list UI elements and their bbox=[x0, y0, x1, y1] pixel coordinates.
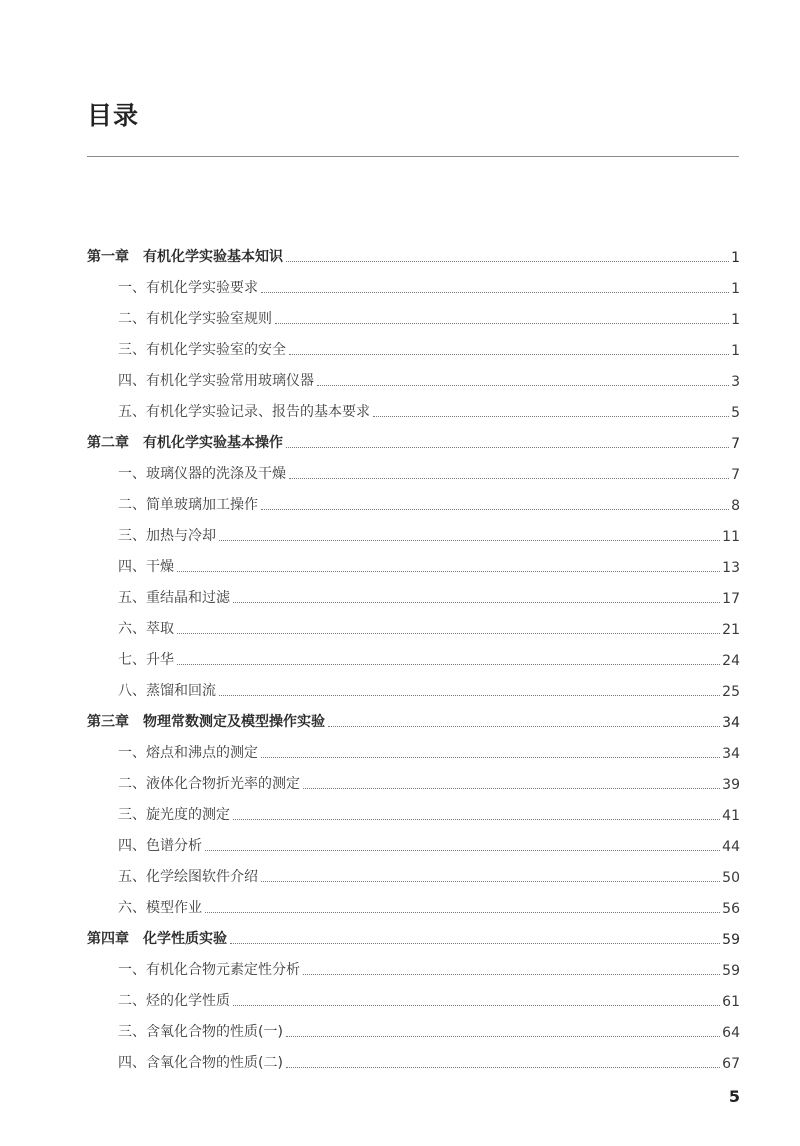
dot-leader bbox=[261, 757, 720, 758]
toc-entry-label: 二、简单玻璃加工操作 bbox=[118, 497, 258, 513]
dot-leader bbox=[275, 323, 729, 324]
toc-page-number: 50 bbox=[722, 870, 740, 886]
toc-entry-label: 有机化学实验基本知识 bbox=[143, 249, 283, 265]
chapter-number: 第四章 bbox=[87, 931, 129, 947]
toc-page-number: 1 bbox=[731, 281, 740, 297]
toc-entry-label: 四、含氧化合物的性质(二) bbox=[118, 1055, 283, 1071]
toc-page-number: 17 bbox=[722, 591, 740, 607]
dot-leader bbox=[373, 416, 729, 417]
page-number: 5 bbox=[728, 1087, 740, 1106]
toc-entry-label: 二、液体化合物折光率的测定 bbox=[118, 776, 300, 792]
toc-entry-label: 四、有机化学实验常用玻璃仪器 bbox=[118, 373, 314, 389]
toc-entry-label: 八、蒸馏和回流 bbox=[118, 683, 216, 699]
toc-page-number: 11 bbox=[722, 529, 740, 545]
toc-section-entry[interactable] bbox=[87, 948, 740, 979]
toc-page-number: 39 bbox=[722, 777, 740, 793]
dot-leader bbox=[219, 695, 720, 696]
toc-entry-label: 四、色谱分析 bbox=[118, 838, 202, 854]
dot-leader bbox=[177, 664, 720, 665]
page-title: 目录 bbox=[87, 101, 140, 130]
toc-entry-label: 二、烃的化学性质 bbox=[118, 993, 230, 1009]
toc-section-entry[interactable] bbox=[87, 452, 740, 483]
dot-leader bbox=[289, 478, 729, 479]
toc-entry-label: 三、加热与冷却 bbox=[118, 528, 216, 544]
toc-entry-label: 物理常数测定及模型操作实验 bbox=[143, 714, 325, 730]
toc-section-entry[interactable] bbox=[87, 669, 740, 700]
dot-leader bbox=[233, 1005, 720, 1006]
toc-entry-label: 五、有机化学实验记录、报告的基本要求 bbox=[118, 404, 370, 420]
dot-leader bbox=[286, 1036, 720, 1037]
toc-page-number: 8 bbox=[731, 498, 740, 514]
toc-entry-label: 三、有机化学实验室的安全 bbox=[118, 342, 286, 358]
toc-section-entry[interactable] bbox=[87, 979, 740, 1010]
toc-page-number: 41 bbox=[722, 808, 740, 824]
dot-leader bbox=[233, 602, 720, 603]
toc-section-entry[interactable] bbox=[87, 545, 740, 576]
toc-page-number: 34 bbox=[722, 746, 740, 762]
toc-chapter-entry[interactable] bbox=[87, 700, 740, 731]
toc-entry-label: 有机化学实验基本操作 bbox=[143, 435, 283, 451]
toc-entry-label: 化学性质实验 bbox=[143, 931, 227, 947]
toc-section-entry[interactable] bbox=[87, 638, 740, 669]
toc-entry-label: 六、模型作业 bbox=[118, 900, 202, 916]
toc-page-number: 56 bbox=[722, 901, 740, 917]
table-of-contents bbox=[87, 235, 740, 1072]
dot-leader bbox=[177, 633, 720, 634]
toc-section-entry[interactable] bbox=[87, 359, 740, 390]
toc-section-entry[interactable] bbox=[87, 514, 740, 545]
toc-entry-label: 一、玻璃仪器的洗涤及干燥 bbox=[118, 466, 286, 482]
toc-entry-label: 一、有机化合物元素定性分析 bbox=[118, 962, 300, 978]
toc-page-number: 21 bbox=[722, 622, 740, 638]
toc-section-entry[interactable] bbox=[87, 762, 740, 793]
toc-page-number: 25 bbox=[722, 684, 740, 700]
dot-leader bbox=[205, 912, 720, 913]
toc-section-entry[interactable] bbox=[87, 390, 740, 421]
dot-leader bbox=[303, 788, 720, 789]
toc-page-number: 1 bbox=[731, 250, 740, 266]
toc-page-number: 13 bbox=[722, 560, 740, 576]
toc-page-number: 61 bbox=[722, 994, 740, 1010]
toc-section-entry[interactable] bbox=[87, 266, 740, 297]
toc-entry-label: 六、萃取 bbox=[118, 621, 174, 637]
dot-leader bbox=[261, 292, 729, 293]
chapter-number: 第三章 bbox=[87, 714, 129, 730]
toc-page-number: 24 bbox=[722, 653, 740, 669]
toc-page-number: 59 bbox=[722, 932, 740, 948]
dot-leader bbox=[261, 881, 720, 882]
toc-entry-label: 三、旋光度的测定 bbox=[118, 807, 230, 823]
dot-leader bbox=[286, 447, 729, 448]
toc-page-number: 1 bbox=[731, 312, 740, 328]
dot-leader bbox=[205, 850, 720, 851]
title-divider bbox=[87, 156, 739, 157]
dot-leader bbox=[317, 385, 729, 386]
toc-entry-label: 二、有机化学实验室规则 bbox=[118, 311, 272, 327]
toc-section-entry[interactable] bbox=[87, 576, 740, 607]
chapter-number: 第一章 bbox=[87, 249, 129, 265]
toc-page-number: 7 bbox=[731, 436, 740, 452]
toc-page-number: 59 bbox=[722, 963, 740, 979]
toc-entry-label: 五、化学绘图软件介绍 bbox=[118, 869, 258, 885]
toc-section-entry[interactable] bbox=[87, 886, 740, 917]
dot-leader bbox=[177, 571, 720, 572]
chapter-number: 第二章 bbox=[87, 435, 129, 451]
toc-page-number: 64 bbox=[722, 1025, 740, 1041]
dot-leader bbox=[286, 1067, 720, 1068]
toc-page-number: 1 bbox=[731, 343, 740, 359]
toc-entry-label: 五、重结晶和过滤 bbox=[118, 590, 230, 606]
toc-page-number: 5 bbox=[731, 405, 740, 421]
toc-page-number: 34 bbox=[722, 715, 740, 731]
toc-entry-label: 七、升华 bbox=[118, 652, 174, 668]
toc-page-number: 67 bbox=[722, 1056, 740, 1072]
dot-leader bbox=[286, 261, 729, 262]
toc-section-entry[interactable] bbox=[87, 855, 740, 886]
toc-entry-label: 一、熔点和沸点的测定 bbox=[118, 745, 258, 761]
toc-entry-label: 三、含氧化合物的性质(一) bbox=[118, 1024, 283, 1040]
toc-section-entry[interactable] bbox=[87, 793, 740, 824]
toc-entry-label: 一、有机化学实验要求 bbox=[118, 280, 258, 296]
dot-leader bbox=[289, 354, 729, 355]
dot-leader bbox=[328, 726, 720, 727]
toc-section-entry[interactable] bbox=[87, 297, 740, 328]
toc-entry-label: 四、干燥 bbox=[118, 559, 174, 575]
toc-section-entry[interactable] bbox=[87, 731, 740, 762]
toc-section-entry[interactable] bbox=[87, 328, 740, 359]
toc-page-number: 44 bbox=[722, 839, 740, 855]
toc-chapter-entry[interactable] bbox=[87, 421, 740, 452]
toc-page-number: 7 bbox=[731, 467, 740, 483]
toc-section-entry[interactable] bbox=[87, 824, 740, 855]
toc-chapter-entry[interactable] bbox=[87, 917, 740, 948]
dot-leader bbox=[230, 943, 720, 944]
dot-leader bbox=[303, 974, 720, 975]
toc-section-entry[interactable] bbox=[87, 1041, 740, 1072]
toc-section-entry[interactable] bbox=[87, 483, 740, 514]
dot-leader bbox=[261, 509, 729, 510]
toc-section-entry[interactable] bbox=[87, 1010, 740, 1041]
toc-page-number: 3 bbox=[731, 374, 740, 390]
dot-leader bbox=[219, 540, 720, 541]
toc-chapter-entry[interactable] bbox=[87, 235, 740, 266]
dot-leader bbox=[233, 819, 720, 820]
toc-section-entry[interactable] bbox=[87, 607, 740, 638]
